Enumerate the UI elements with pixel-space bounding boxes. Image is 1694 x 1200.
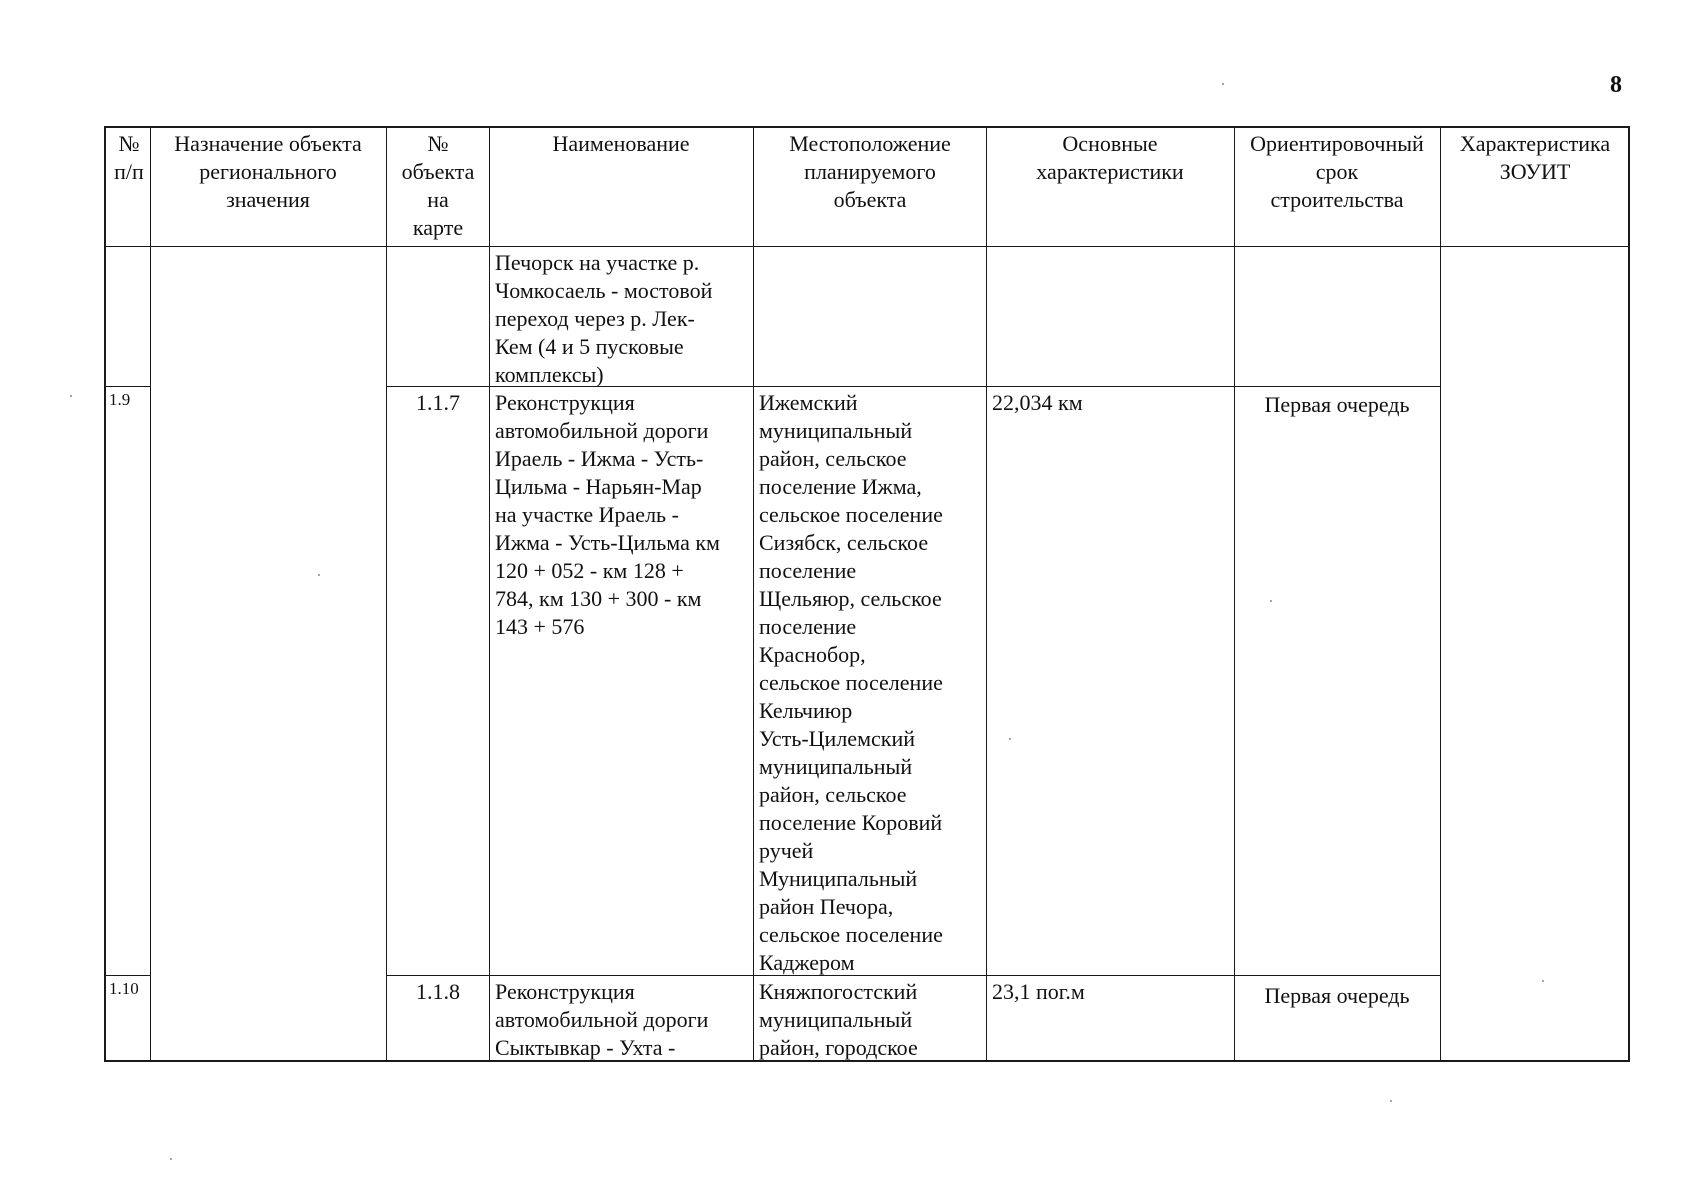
column-divider	[150, 128, 151, 1060]
row-2-characteristics: 23,1 пог.м	[992, 979, 1085, 1004]
page-number: 8	[1610, 72, 1622, 98]
header-divider	[106, 246, 1628, 247]
column-divider	[753, 128, 754, 1060]
header-name: Наименование	[552, 131, 690, 156]
column-divider	[1234, 128, 1235, 1060]
row-1-map-num: 1.1.7	[416, 390, 460, 415]
scan-speck	[318, 574, 320, 576]
row-2-map-num: 1.1.8	[416, 979, 460, 1004]
row-2-location: Княжпогостский муниципальный район, городское	[759, 979, 918, 1060]
row-1-term: Первая очередь	[1264, 392, 1410, 417]
row-2-name: Реконструкция автомобильной дороги Сыктывкар - Ухта -	[495, 979, 709, 1060]
column-divider	[1440, 128, 1441, 1060]
header-num: № п/п	[114, 131, 144, 184]
header-term: Ориентировочный срок строительства	[1250, 131, 1424, 212]
scan-speck	[1542, 980, 1544, 982]
header-location: Местоположение планируемого объекта	[789, 131, 951, 212]
row-1-num: 1.9	[109, 390, 131, 409]
header-characteristics: Основные характеристики	[1036, 131, 1184, 184]
header-map-num: № объекта на карте	[401, 131, 475, 240]
row-2-num: 1.10	[109, 979, 139, 998]
row-0-name: Печорск на участке р. Чомкосаель - мостовой переход через р. Лек- Кем (4 и 5 пусковые комплексы)	[495, 250, 713, 387]
column-divider	[386, 128, 387, 1060]
scan-speck	[70, 395, 72, 397]
scan-speck	[1390, 1100, 1392, 1102]
row-divider	[106, 975, 150, 976]
objects-table	[104, 126, 1630, 1062]
scan-speck	[1009, 738, 1011, 740]
scan-speck	[1222, 83, 1224, 85]
row-2-term: Первая очередь	[1264, 983, 1410, 1008]
header-zouit: Характеристика ЗОУИТ	[1459, 131, 1611, 184]
scan-speck	[1270, 600, 1272, 602]
column-divider	[489, 128, 490, 1060]
row-1-characteristics: 22,034 км	[992, 390, 1083, 415]
row-1-name: Реконструкция автомобильной дороги Ираель - Ижма - Усть- Цильма - Нарьян-Мар на участке Ираель - Ижма - Усть-Цильма км 120 + 052 - км 128 + 784, км 130 + 300 - км 143 + 576	[495, 390, 720, 639]
row-divider	[106, 386, 150, 387]
scan-speck	[170, 1158, 172, 1160]
row-1-location: Ижемский муниципальный район, сельское поселение Ижма, сельское поселение Сизябск, сельское поселение Щельяюр, сельское поселение Краснобор, сельское поселение Кельчиюр Усть-Цилемский муниципальный район, сельское поселение Коровий ручей Муниципальный район Печора, сельское поселение Каджером	[759, 390, 943, 975]
column-divider	[986, 128, 987, 1060]
header-purpose: Назначение объекта регионального значения	[174, 131, 362, 212]
